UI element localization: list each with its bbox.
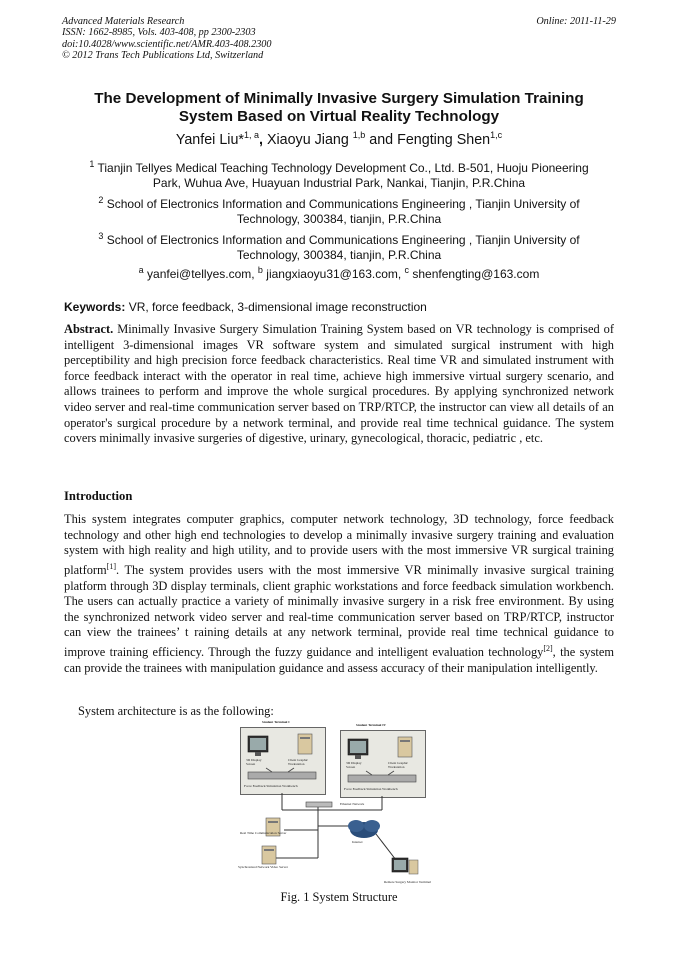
affiliation-3-line-1: School of Electronics Information and Communications Engineering , Tianjin University of [106,233,580,247]
email-a: yanfei@tellyes.com, [143,267,258,281]
workbench-label-4: Force Feedback Simulation Workbench [344,787,398,791]
keywords-text: VR, force feedback, 3-dimensional image reconstruction [125,300,427,314]
email-c: shenfengting@163.com [409,267,540,281]
affiliation-1-line-1: Tianjin Tellyes Medical Teaching Technology Development Co., Ltd. B-501, Huoju Pioneering [97,161,589,175]
monitor-1-icon [248,736,268,756]
keywords [64,300,616,314]
issn-line: ISSN: 1662-8985, Vols. 403-408, pp 2300-2303 [62,27,256,39]
internet-label: Internet [352,840,363,844]
remote-terminal-icon [392,858,418,874]
author-2-sup: 1,b [352,130,366,140]
introduction-paragraph [64,512,614,676]
affiliation-1-num: 1 [89,159,95,169]
figure-caption: Fig. 1 System Structure [280,890,398,904]
workbench-1-icon [248,768,316,779]
author-sep-1: , [258,131,267,148]
internet-cloud-icon [348,820,380,838]
diagram-graphics [236,718,442,888]
workstation-label-4: Client Graphic Workstation [388,761,409,769]
journal-header [62,16,616,61]
author-3: Fengting Shen [397,131,491,148]
intro-text-1: This system integrates computer graphics, computer network technology, 3D technology, force feedback technology and other high end technologies to develop a minimally invasive surgery training and evaluation system with high reality and high utility, and to provide users with the most immersive VR surgical training platform [64,512,614,577]
affiliation-1 [62,157,616,191]
affiliation-3 [62,229,616,263]
keywords-label: Keywords: [64,300,126,314]
affiliation-3-line-2: Technology, 300384, tianjin, P.R.China [236,248,442,262]
author-1-sup: 1, a [243,130,259,140]
abstract [64,322,614,447]
affiliation-2-line-2: Technology, 300384, tianjin, P.R.China [236,212,442,226]
author-list [62,130,616,148]
email-list [62,265,616,281]
abstract-label: Abstract. [64,322,114,336]
workstation-label-1: Client Graphic Workstation [288,758,309,766]
email-c-sup: c [404,265,410,275]
intro-text-3: , the system can provide the trainees with manipulation guidance and assess accuracy of their manipulation intelligently. [64,645,614,675]
author-sep-2: and [365,131,398,148]
affiliation-2-line-1: School of Electronics Information and Communications Engineering , Tianjin University of [106,197,580,211]
ethernet-label: Ethernet Network [340,802,365,806]
title-line-1: The Development of Minimally Invasive Surgery Simulation Training [94,90,584,107]
citation-1: [1] [106,561,116,571]
citation-2: [2] [543,643,553,653]
student-terminal-4-label: Student Terminal IV [356,723,386,727]
author-3-sup: 1,c [490,130,503,140]
copyright-line: © 2012 Trans Tech Publications Ltd, Switzerland [62,49,264,61]
video-server-label: Synchronized Network Video Server [238,865,288,869]
title-line-2: System Based on Virtual Reality Technology [178,108,500,125]
workbench-label-1: Force Feedback Simulation Workbench [244,784,298,788]
architecture-intro: System architecture is as the following: [78,704,274,718]
author-2: Xiaoyu Jiang [266,131,353,148]
remote-terminal-label: Remote Surgery Monitor Terminal [384,880,432,884]
email-b-sup: b [257,265,263,275]
video-server-icon [262,846,276,864]
journal-name: Advanced Materials Research [62,16,185,27]
system-structure-figure [236,718,442,888]
introduction-heading: Introduction [64,489,133,503]
affiliation-2 [62,193,616,227]
workstation-1-icon [298,734,312,754]
workbench-4-icon [348,771,416,782]
display-label-1: 3D Display Screen [246,758,262,766]
intro-text-2: . The system provides users with the most immersive VR minimally invasive surgical training platform through 3D display terminals, client graphic workstations and force feedback simulation workbench. The users can actually practice a variety of minimally invasive surgery in a risk free environment. By using the synchronized network video server and real-time communication server based on TRP/RTCP, instructor can view the trainees’ t raining details at any network terminal, provide real time technical guidance to improve training efficiency. Through the fuzzy guidance and intelligent evaluation technology [64,562,614,659]
workstation-4-icon [398,737,412,757]
affiliation-1-line-2: Park, Wuhua Ave, Huayuan Industrial Park, Nankai, Tianjin, P.R.China [152,176,526,190]
display-label-4: 3D Display Screen [346,761,362,769]
email-a-sup: a [138,265,144,275]
online-date: Online: 2011-11-29 [536,16,616,27]
monitor-4-icon [348,739,368,759]
author-1: Yanfei Liu* [175,131,244,148]
affiliation-2-num: 2 [98,195,104,205]
doi-line: doi:10.4028/www.scientific.net/AMR.403-408.2300 [62,38,272,50]
rt-server-label: Real Time Communication Server [240,831,287,835]
abstract-text: Minimally Invasive Surgery Simulation Training System based on VR technology is comprised of intelligent 3-dimensional images VR software system and simulated surgical instrument with high perceptibility and high precision force feedback characteristics. Real time VR and simulated instrument with force feedback interact with the operator in real time, achieve high immersive virtual surgery scenario, and allows trainees to perform and improve the whole surgical procedures. By applying synchronized network video server and real-time communication server based on TRP/RTCP, the instructor can view all details of an operator's surgical procedure by a network terminal, and provide real time technical guidance. The system covers minimally invasive surgeries of digestive, urinary, gynecological, thoracic, pediatric , etc. [64,322,614,446]
paper-title [62,90,616,126]
student-terminal-1-label: Student Terminal I [262,720,290,724]
ethernet-hub-icon [306,802,332,807]
email-b: jiangxiaoyu31@163.com, [262,267,405,281]
affiliation-3-num: 3 [98,231,104,241]
